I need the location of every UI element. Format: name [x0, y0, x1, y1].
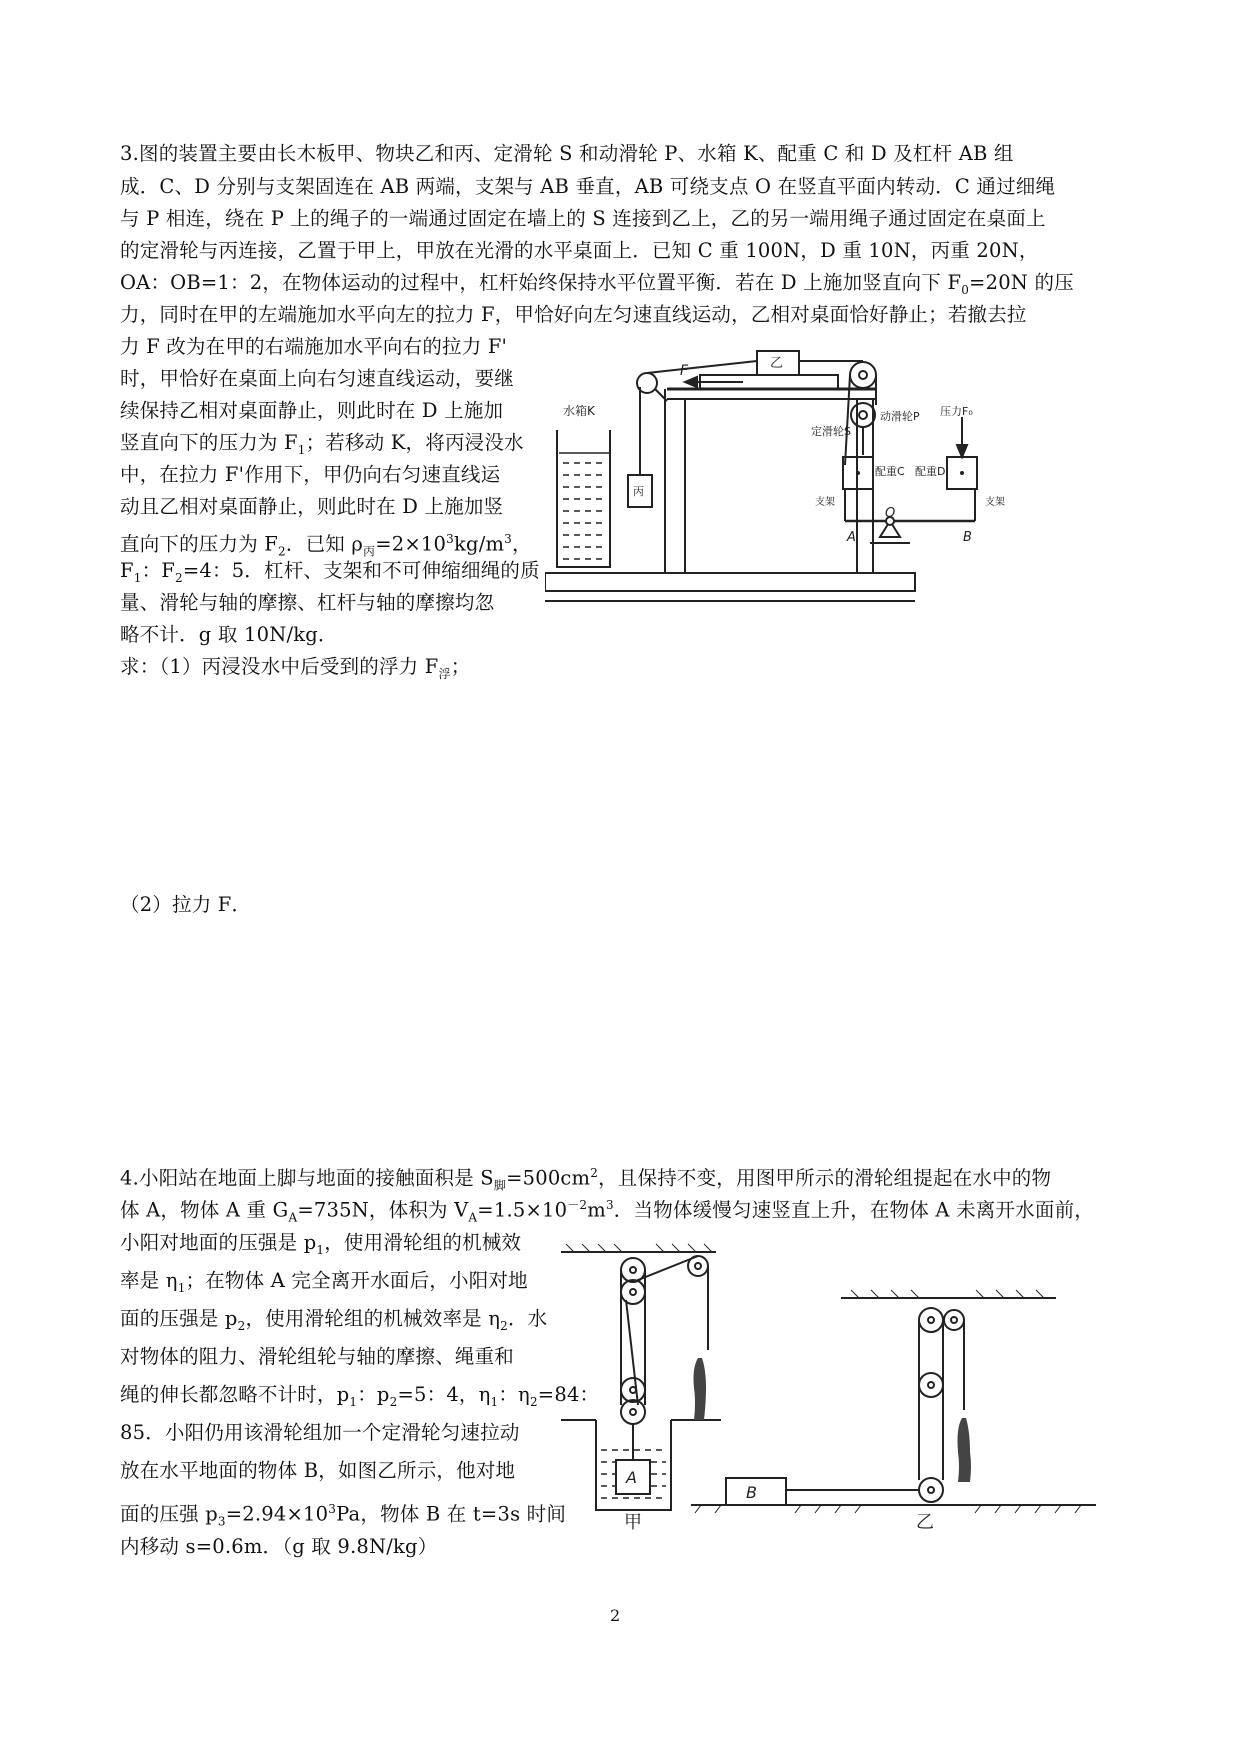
q3-line-3: 与 P 相连，绕在 P 上的绳子的一端通过固定在墙上的 S 连接到乙上，乙的另一端用绳子通过固定在桌面上	[120, 207, 1046, 230]
q4-line-1: 4.小阳站在地面上脚与地面的接触面积是 $S_脚=500cm^2$，且保持不变，用图甲所示的滑轮组提起在水中的物	[120, 1166, 1052, 1193]
q3-line-11: 中，在拉力 F'作用下，甲仍向右匀速直线运	[120, 463, 501, 486]
caption-yi: 乙	[916, 1512, 934, 1530]
q3-line-8: 时，甲恰好在桌面上向右匀速直线运动，要继	[120, 367, 515, 390]
q4-line-2: 体 A，物体 A 重 $G_A=735N$，体积为 $V_A=1.5\times 10^{-2}m^3$．当物体缓慢匀速竖直上升，在物体 A 未离开水面前，	[120, 1198, 1094, 1225]
q3-figure	[545, 345, 1120, 615]
q3-line-1: 3.图的装置主要由长木板甲、物块乙和丙、定滑轮 S 和动滑轮 P、水箱 K、配重 C 和 D 及杠杆 AB 组	[120, 142, 1014, 165]
label-water-tank: 水箱K	[563, 404, 595, 418]
q4-line-9: 放在水平地面的物体 B，如图乙所示，他对地	[120, 1459, 516, 1482]
q3-line-2: 成．C、D 分别与支架固连在 AB 两端，支架与 AB 垂直，AB 可绕支点 O 在竖直平面内转动．C 通过细绳	[120, 175, 1056, 198]
q4-line-3: 小阳对地面的压强是 $p_1$，使用滑轮组的机械效	[120, 1231, 522, 1257]
label-support-right: 支架	[985, 497, 1005, 508]
label-F: F	[680, 363, 689, 379]
label-pulley-S: 定滑轮S	[811, 425, 851, 438]
label-block-A: A	[626, 1468, 637, 1487]
q4-line-6: 对物体的阻力、滑轮组轮与轴的摩擦、绳重和	[120, 1345, 515, 1368]
q3-line-16: 略不计．g 取 10N/kg．	[120, 623, 338, 646]
label-O: O	[885, 506, 896, 521]
q3-line-15: 量、滑轮与轴的摩擦、杠杆与轴的摩擦均忽	[120, 591, 495, 614]
label-pressure-F0: 压力F₀	[940, 405, 973, 418]
q3-line-6: 力，同时在甲的左端施加水平向左的拉力 F，甲恰好向左匀速直线运动，乙相对桌面恰好静止；若撤去拉	[120, 303, 1027, 326]
label-bing: 丙	[633, 485, 644, 498]
q3-line-7: 力 F 改为在甲的右端施加水平向右的拉力 F'	[120, 335, 508, 358]
q4-line-4: 率是 $\eta_1$；在物体 A 完全离开水面后，小阳对地	[120, 1269, 528, 1295]
q3-line-5: OA：OB=1：2，在物体运动的过程中，杠杆始终保持水平位置平衡．若在 D 上施加竖直向下 $F_0=20N$ 的压	[120, 271, 1074, 297]
q3-line-13: 直向下的压力为 $F_2$．已知 $\rho_丙=2\times 10^3kg/m^3$，	[120, 532, 532, 559]
label-weight-C: 配重C	[875, 465, 905, 478]
q3-line-9: 续保持乙相对桌面静止，则此时在 D 上施加	[120, 399, 504, 422]
q4-line-11: 内移动 s=0.6m．（g 取 9.8N/kg）	[120, 1535, 438, 1558]
q3-line-17: 求：（1）丙浸没水中后受到的浮力 $F_浮$；	[120, 655, 471, 681]
q3-line-12: 动且乙相对桌面静止，则此时在 D 上施加竖	[120, 495, 504, 518]
q4-figure	[556, 1240, 1121, 1530]
q4-line-10: 面的压强 $p_3=2.94\times 10^3Pa$，物体 B 在 t=3s 时间	[120, 1502, 567, 1529]
label-yi: 乙	[770, 356, 784, 371]
label-A: A	[847, 530, 856, 545]
q3-line-4: 的定滑轮与丙连接，乙置于甲上，甲放在光滑的水平桌面上．已知 C 重 100N，D 重 10N，丙重 20N，	[120, 239, 1039, 262]
caption-jia: 甲	[624, 1512, 642, 1530]
q4-line-8: 85．小阳仍用该滑轮组加一个定滑轮匀速拉动	[120, 1421, 520, 1444]
q4-line-7: 绳的伸长都忽略不计时，$p_1$：$p_2=5$：4，$\eta_1$：$\eta_2=84$：	[120, 1383, 600, 1409]
q3-line-14: $F_1$：$F_2=4$：5．杠杆、支架和不可伸缩细绳的质	[120, 559, 540, 585]
q4-line-5: 面的压强是 $p_2$，使用滑轮组的机械效率是 $\eta_2$．水	[120, 1307, 548, 1333]
label-block-B: B	[746, 1483, 757, 1502]
q3-line-10: 竖直向下的压力为 $F_1$；若移动 K，将丙浸没水	[120, 431, 524, 457]
label-B: B	[963, 530, 972, 545]
label-weight-D: 配重D	[915, 465, 946, 478]
label-pulley-P: 动滑轮P	[880, 410, 920, 423]
label-support-left: 支架	[815, 497, 835, 508]
q3-part-2: （2）拉力 F．	[120, 893, 252, 916]
page-number: 2	[610, 1606, 621, 1625]
